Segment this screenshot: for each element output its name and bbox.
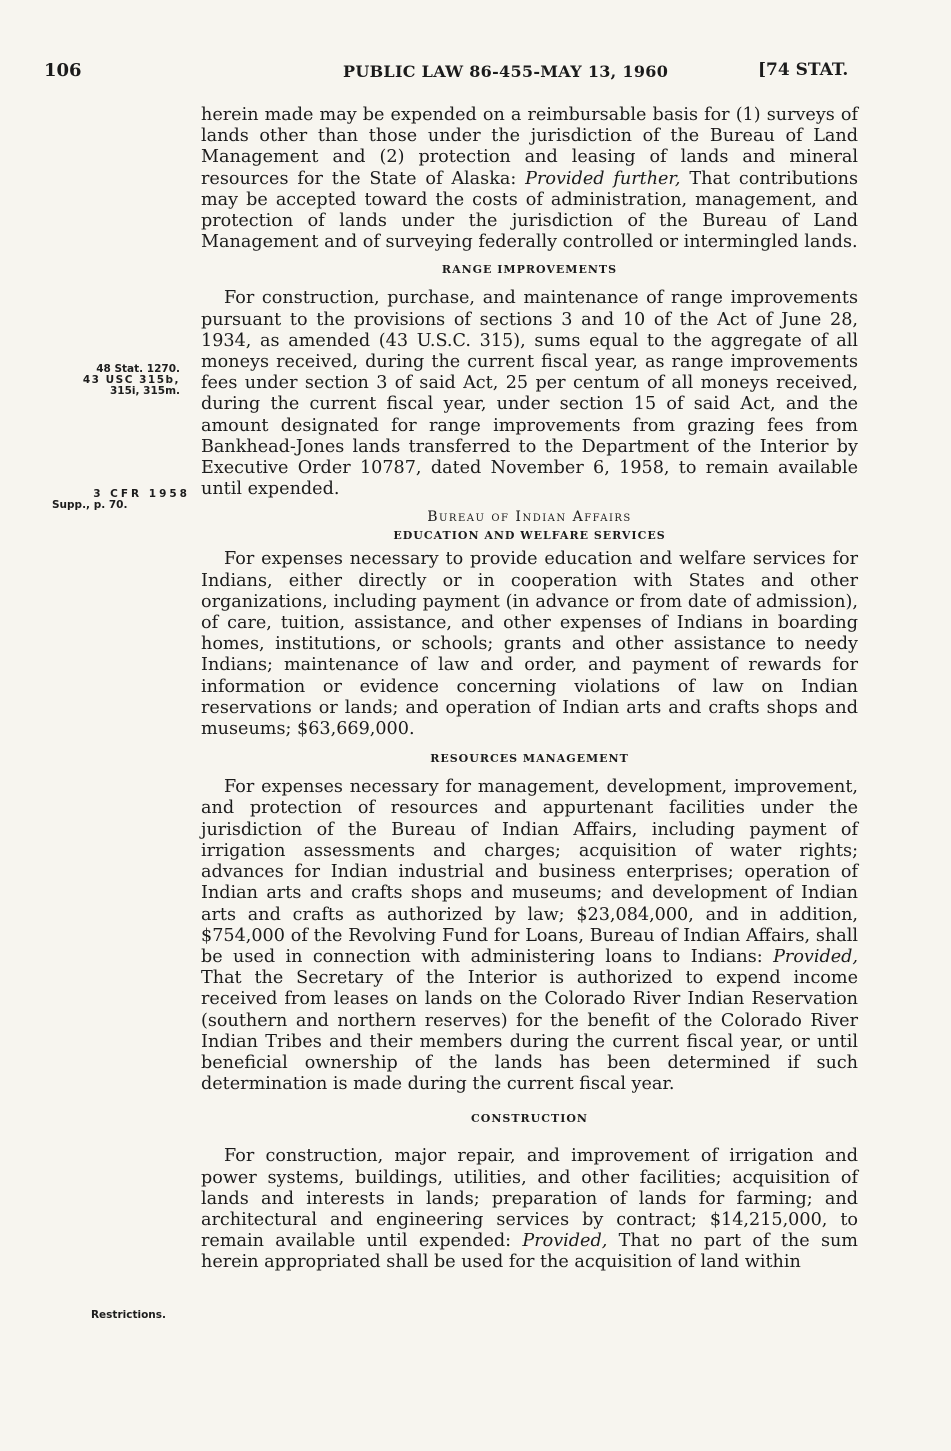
text-run: That contributions may be accepted toward the costs of administration, management, and protection of lands under the jurisdiction of the Bureau of Land Management and of surveying federally controlled or intermingled lands.	[201, 168, 859, 253]
margin-note-line: 43 USC 315b,	[82, 374, 180, 386]
paragraph-construction	[201, 1146, 858, 1273]
paragraph-resources	[201, 777, 858, 1095]
running-head: PUBLIC LAW 86-455-MAY 13, 1960	[343, 62, 669, 81]
margin-note-cfr	[50, 489, 190, 511]
text-run: For expenses necessary for management, development, improvement, and protection of resources and appurtenant facilities under the jurisdiction of the Bureau of Indian Affairs, including payment of irrigation assessments and charges; acquisition of water rights; advances for Indian industrial and business enterprises; operation of Indian arts and crafts shops and museums; and development of Indian arts and crafts as authorized by law; $23,084,000, and in addition, $754,000 of the Revolving Fund for Loans, Bureau of Indian Affairs, shall be used in connection with administering loans to Indians:	[201, 777, 858, 967]
margin-note-line: 48 Stat. 1270.	[96, 363, 180, 375]
italic-run: Provided,	[522, 1231, 608, 1252]
heading-bureau-indian-affairs: Bureau of Indian Affairs	[427, 509, 632, 526]
margin-note-restrictions	[60, 1310, 166, 1321]
heading-construction: CONSTRUCTION	[471, 1112, 588, 1126]
page-body	[201, 105, 858, 1274]
paragraph-intro	[201, 105, 858, 253]
text-run: That no part of the sum herein appropriated shall be used for the acquisition of land within	[201, 1231, 858, 1273]
text-run: For construction, major repair, and improvement of irrigation and power systems, buildings, utilities, and other facilities; acquisition of lands and interests in lands; preparation of lands for farming; and architectural and engineering services by contract; $14,215,000, to remain available until expended:	[201, 1146, 858, 1252]
heading-education-welfare: EDUCATION AND WELFARE SERVICES	[393, 529, 666, 543]
heading-resources-management: RESOURCES MANAGEMENT	[430, 752, 629, 766]
margin-note-stat	[50, 364, 180, 397]
margin-note-line: Restrictions.	[90, 1309, 166, 1321]
italic-run: Provided,	[773, 946, 859, 967]
margin-note-line: 3 CFR 1958	[93, 488, 190, 500]
margin-note-line: Supp., p. 70.	[52, 499, 128, 511]
heading-range-improvements: RANGE IMPROVEMENTS	[441, 263, 618, 277]
page-header	[0, 56, 951, 92]
italic-run: Provided further,	[525, 168, 681, 189]
margin-note-line: 315i, 315m.	[109, 385, 180, 397]
volume-reference: [74 STAT.	[758, 60, 849, 80]
text-run: herein made may be expended on a reimbursable basis for (1) surveys of lands other than those under the jurisdiction of the Bureau of Land Management and (2) protection and leasing of lands and mineral resources for the State of Alaska:	[201, 105, 858, 189]
paragraph-range: For construction, purchase, and maintenance of range improvements pursuant to the provisions of sections 3 and 10 of the Act of June 28, 1934, as amended (43 U.S.C. 315), sums equal to the aggregate of all moneys received, during the current fiscal year, as range improvements fees under section 3 of said Act, 25 per centum of all moneys received, during the current fiscal year, under section 15 of said Act, and the amount designated for range improvements from grazing fees from Bankhead-Jones lands transferred to the Department of the Interior by Executive Order 10787, dated November 6, 1958, to remain available until expended.	[201, 288, 858, 500]
page-number: 106	[44, 60, 82, 81]
paragraph-education: For expenses necessary to provide education and welfare services for Indians, either directly or in cooperation with States and other organizations, including payment (in advance or from date of admission), of care, tuition, assistance, and other expenses of Indians in boarding homes, institutions, or schools; grants and other assistance to needy Indians; maintenance of law and order, and payment of rewards for information or evidence concerning violations of law on Indian reservations or lands; and operation of Indian arts and crafts shops and museums; $63,669,000.	[201, 549, 858, 740]
text-run: That the Secretary of the Interior is authorized to expend income received from leases on lands on the Colorado River Indian Reservation (southern and northern reserves) for the benefit of the Colorado River Indian Tribes and their members during the current fiscal year, or until beneficial ownership of the lands has been determined if such determination is made during the current fiscal year.	[201, 968, 858, 1095]
